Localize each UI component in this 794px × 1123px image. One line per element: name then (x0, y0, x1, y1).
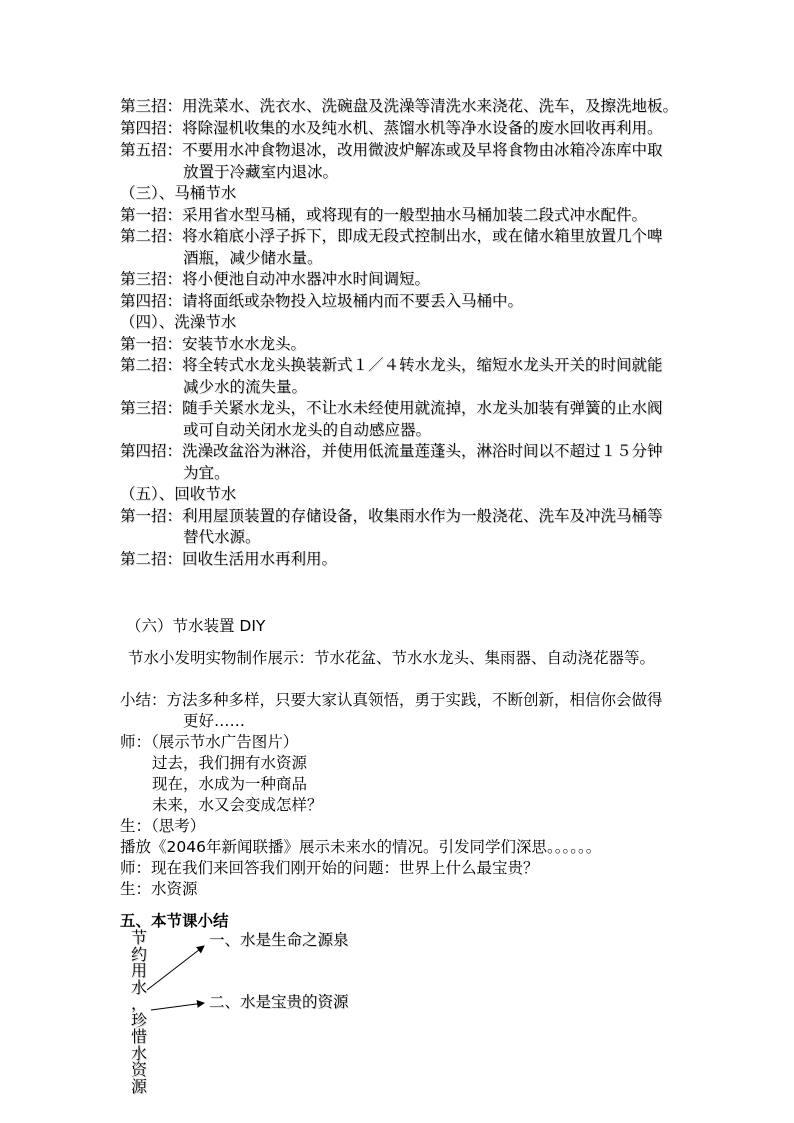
text-line: 第三招：将小便池自动冲水器冲水时间调短。 (120, 270, 431, 288)
text-line: 小结：方法多种多样，只要大家认真领悟，勇于实践，不断创新，相信你会做得 (120, 691, 663, 709)
vertical-char: 惜 (130, 1027, 147, 1046)
summary-item-2: 二、水是宝贵的资源 (209, 993, 349, 1011)
text-line: 师：现在我们来回答我们刚开始的问题：世界上什么最宝贵？ (120, 859, 539, 877)
text-line: 第三招：随手关紧水龙头，不让水未经使用就流掉，水龙头加装有弹簧的止水阀 (120, 399, 663, 417)
text-line: 第一招：采用省水型马桶，或将现有的一般型抽水马桶加装二段式冲水配件。 (120, 206, 648, 224)
vertical-char: 水 (130, 977, 147, 997)
text-line: 或可自动关闭水龙头的自动感应器。 (183, 421, 432, 439)
text-line: 减少水的流失量。 (183, 378, 308, 396)
text-line: 第三招：用洗菜水、洗衣水、洗碗盘及洗澡等清洗水来浇花、洗车，及擦洗地板。 (120, 97, 679, 115)
text-line: 替代水源。 (183, 528, 261, 546)
text-line: 第四招：请将面纸或杂物投入垃圾桶内而不要丢入马桶中。 (120, 292, 524, 310)
text-line: 更好…… (183, 712, 246, 730)
section-heading: （三）、马桶节水 (120, 184, 237, 202)
vertical-char: 源 (130, 1076, 147, 1096)
text-line: 生：水资源 (120, 880, 198, 898)
text-line: 第四招：洗澡改盆浴为淋浴，并使用低流量莲蓬头，淋浴时间以不超过１５分钟 (120, 442, 663, 460)
arrow-to-item2 (151, 1003, 204, 1010)
section-heading: （五）、回收节水 (120, 485, 237, 503)
text-line: 过去，我们拥有水资源 (152, 754, 308, 772)
text-line: 酒瓶，减少储水量。 (183, 249, 323, 267)
text-line: 节水小发明实物制作展示：节水花盆、节水水龙头、集雨器、自动浇花器等。 (128, 649, 656, 667)
vertical-char: 水 (130, 1043, 147, 1063)
text-line: 生：（思考） (120, 817, 206, 835)
section-heading: 五、本节课小结 (120, 912, 229, 930)
section-heading: （四）、洗澡节水 (120, 313, 237, 331)
vertical-char: ， (130, 994, 147, 1013)
arrow-to-item1 (147, 946, 204, 990)
text-line: 现在，水成为一种商品 (152, 775, 308, 793)
text-line: 未来，水又会变成怎样？ (152, 796, 323, 814)
text-line: 放置于冷藏室内退冰。 (183, 163, 339, 181)
vertical-char: 约 (130, 944, 147, 964)
text-line: 第四招：将除湿机收集的水及纯水机、蒸馏水机等净水设备的废水回收再利用。 (120, 119, 663, 137)
text-line: 第一招：安装节水水龙头。 (120, 335, 307, 353)
vertical-char: 用 (130, 961, 147, 980)
text-line: 第二招：将全转式水龙头换装新式１／４转水龙头，缩短水龙头开关的时间就能 (120, 356, 663, 374)
text-line: 师：（展示节水广告图片） (120, 733, 299, 751)
text-line: 播放《2046年新闻联播》展示未来水的情况。引发同学们深思。。。。。。 (120, 838, 602, 856)
text-line: 第二招：将水箱底小浮子拆下，即成无段式控制出水，或在储水箱里放置几个啤 (120, 227, 663, 245)
summary-item-1: 一、水是生命之源泉 (209, 931, 349, 949)
vertical-char: 资 (130, 1060, 147, 1079)
section-heading: （六）节水装置 DIY (126, 617, 266, 635)
vertical-char: 珍 (130, 1010, 147, 1030)
text-line: 为宜。 (183, 464, 230, 482)
text-line: 第一招：利用屋顶装置的存储设备，收集雨水作为一般浇花、洗车及冲洗马桶等 (120, 507, 663, 525)
vertical-char: 节 (130, 928, 147, 947)
text-line: 第五招：不要用水冲食物退冰，改用微波炉解冻或及早将食物由冰箱冷冻库中取 (120, 141, 663, 159)
text-line: 第二招：回收生活用水再利用。 (120, 550, 338, 568)
